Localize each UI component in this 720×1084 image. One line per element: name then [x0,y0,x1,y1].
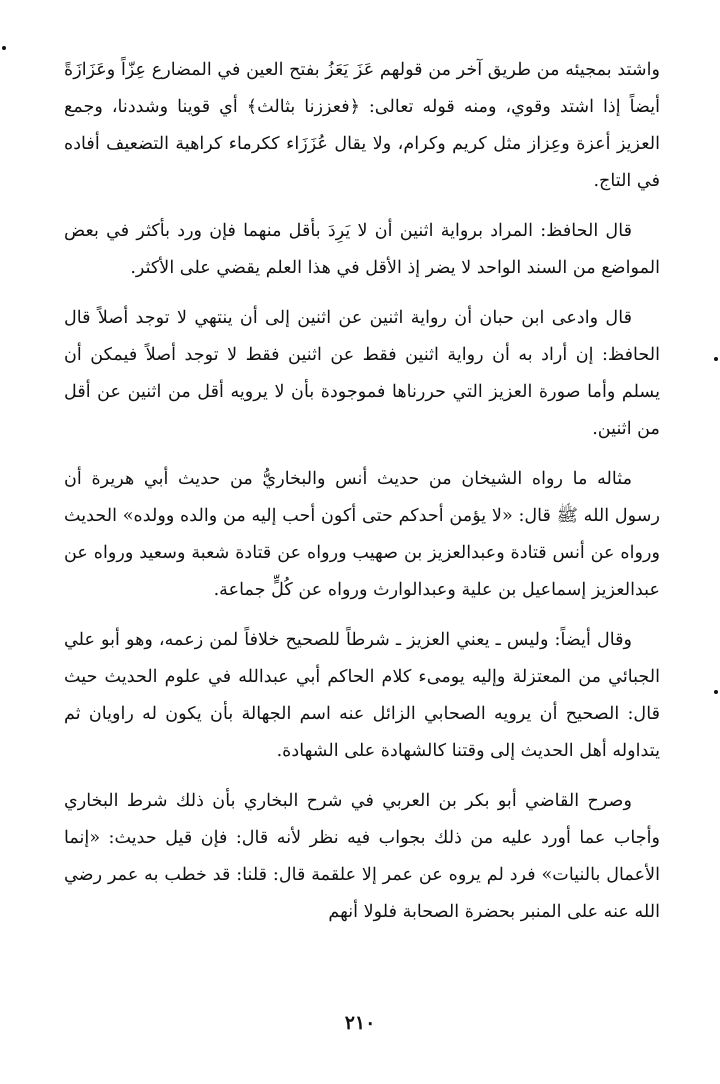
paragraph-4: مثاله ما رواه الشيخان من حديث أنس والبخاريُّ من حديث أبي هريرة أن رسول الله ﷺ قال: «لا يؤمن أحدكم حتى أكون أحب إليه من والده وولده» الحديث ورواه عن أنس قتادة وعبدالعزيز بن صهيب ورواه عن قتادة شعبة وسعيد ورواه عن عبدالعزيز إسماعيل بن علية وعبدالوارث ورواه عن كُلٍّ جماعة. [64,469,660,600]
paragraph-6: وصرح القاضي أبو بكر بن العربي في شرح البخاري بأن ذلك شرط البخاري وأجاب عما أورد عليه من ذلك بجواب فيه نظر لأنه قال: فإن قيل حديث: «إنما الأعمال بالنيات» فرد لم يروه عن عمر إلا علقمة قال: قلنا: قد خطب به عمر رضي الله عنه على المنبر بحضرة الصحابة فلولا أنهم [64,791,660,922]
paragraph-2: قال الحافظ: المراد برواية اثنين أن لا يَرِدَ بأقل منهما فإن ورد بأكثر في بعض المواضع من السند الواحد لا يضر إذ الأقل في هذا العلم يقضي على الأكثر. [64,221,660,278]
margin-mark-dot [2,46,6,50]
margin-mark-dot [714,690,718,694]
page-body [64,52,660,944]
paragraph-1: واشتد بمجيئه من طريق آخر من قولهم عَزَ يَعَزُ بفتح العين في المضارع عِزّاً وعَزَازَةً أيضاً إذا اشتد وقوي، ومنه قوله تعالى: ﴿فعززنا بثالث﴾ أي قوينا وشددنا، وجمع العزيز أعزة وعِزاز مثل كريم وكرام، ولا يقال عُزَزَاء ككرماء كراهية التضعيف أفاده في التاج. [64,60,660,191]
margin-mark-dot [714,357,718,361]
page-number: ٢١٠ [344,1012,376,1034]
paragraph-3: قال وادعى ابن حبان أن رواية اثنين عن اثنين إلى أن ينتهي لا توجد أصلاً قال الحافظ: إن أراد به أن رواية اثنين فقط عن اثنين فقط لا توجد أصلاً فيمكن أن يسلم وأما صورة العزيز التي حررناها فموجودة بأن لا يرويه أقل من اثنين عن أقل من اثنين. [64,308,660,439]
paragraph-5: وقال أيضاً: وليس ـ يعني العزيز ـ شرطاً للصحيح خلافاً لمن زعمه، وهو أبو علي الجبائي من المعتزلة وإليه يومىء كلام الحاكم أبي عبدالله في علوم الحديث حيث قال: الصحيح أن يرويه الصحابي الزائل عنه اسم الجهالة بأن يكون له راويان ثم يتداوله أهل الحديث إلى وقتنا كالشهادة على الشهادة. [64,630,660,761]
